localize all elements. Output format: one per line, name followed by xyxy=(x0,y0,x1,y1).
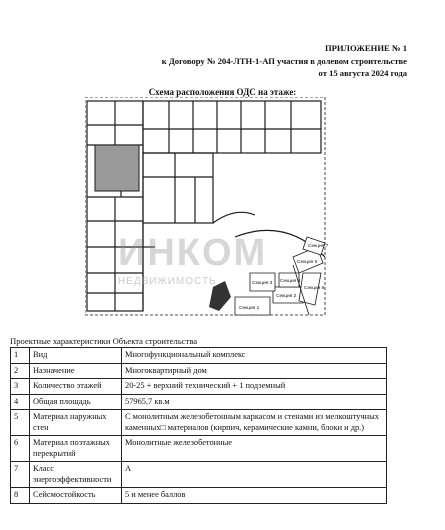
table-row xyxy=(11,436,387,462)
contract-reference: к Договору № 204-ЛТН-1-АП участия в долевом строительстве xyxy=(161,55,407,66)
section-5-label: Секция 5 xyxy=(297,260,318,265)
row-value: Многоквартирный дом xyxy=(122,363,387,379)
row-number: 2 xyxy=(11,363,30,379)
table-row xyxy=(11,363,387,379)
section-4-label: Секция 4 xyxy=(280,279,301,284)
table-row xyxy=(11,410,387,436)
contract-date: от 15 августа 2024 года xyxy=(318,68,407,78)
row-number: 3 xyxy=(11,379,30,395)
row-name: Общая площадь xyxy=(30,394,122,410)
characteristics-table xyxy=(10,347,387,504)
row-number: 7 xyxy=(11,462,30,488)
row-name: Класс энергоэффективности xyxy=(30,462,122,488)
appendix-header xyxy=(162,42,407,80)
row-number: 6 xyxy=(11,436,30,462)
row-name: Сейсмостойкость xyxy=(30,488,122,504)
watermark-subtitle: НЕДВИЖИМОСТЬ xyxy=(118,276,217,287)
row-name: Вид xyxy=(30,348,122,364)
table-row xyxy=(11,394,387,410)
section-1-label: Секция 1 xyxy=(239,306,260,311)
highlighted-premises xyxy=(95,145,139,191)
table-row xyxy=(11,348,387,364)
row-value: Многофункциональный комплекс xyxy=(122,348,387,364)
floor-plan xyxy=(85,97,343,325)
appendix-title: ПРИЛОЖЕНИЕ № 1 xyxy=(324,43,407,53)
table-row xyxy=(11,488,387,504)
row-name: Материал наружных стен xyxy=(30,410,122,436)
row-value: Монолитные железобетонные xyxy=(122,436,387,462)
scheme-title: Схема расположения ОДС на этаже: xyxy=(148,87,297,97)
row-number: 4 xyxy=(11,394,30,410)
row-value: 5 и менее баллов xyxy=(122,488,387,504)
row-name: Количество этажей xyxy=(30,379,122,395)
watermark-logo: ИНКОМ xyxy=(118,232,268,274)
section-2-label: Секция 2 xyxy=(276,294,297,299)
row-number: 1 xyxy=(11,348,30,364)
section-3-label: Секция 3 xyxy=(252,281,273,286)
table-caption: Проектные характеристики Объекта строительства xyxy=(10,336,198,346)
row-name: Материал поэтажных перекрытий xyxy=(30,436,122,462)
row-value: 57965,7 кв.м xyxy=(122,394,387,410)
row-value: А xyxy=(122,462,387,488)
row-number: 5 xyxy=(11,410,30,436)
row-number: 8 xyxy=(11,488,30,504)
table-row xyxy=(11,462,387,488)
section-6-label: Секция 6 xyxy=(304,286,325,291)
section-7-label: Секция 7 xyxy=(308,244,329,249)
row-value: С монолитным железобетонным каркасом и стенами из мелкоштучных каменных□ материалов (кирпич, керамические камни, блоки и др.) xyxy=(122,410,387,436)
row-name: Назначение xyxy=(30,363,122,379)
row-value: 20-25 + верхний технический + 1 подземный xyxy=(122,379,387,395)
table-row xyxy=(11,379,387,395)
